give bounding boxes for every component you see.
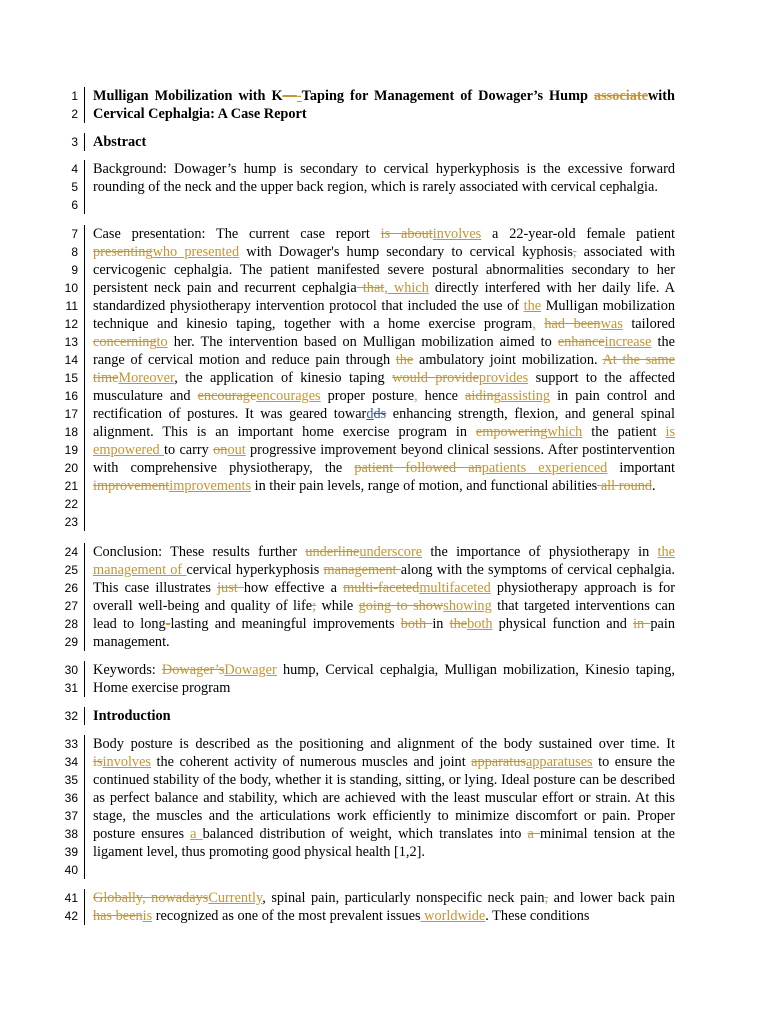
- inserted-text: the management of: [93, 544, 675, 578]
- deleted-text: the: [395, 352, 414, 368]
- inserted-text: was: [600, 316, 623, 332]
- deleted-text: aiding: [465, 388, 501, 404]
- inserted-text: , which: [384, 280, 429, 296]
- line-number: 22: [64, 497, 78, 511]
- text-run: lasting and meaningful improvements: [170, 616, 401, 632]
- text-run: Conclusion: These results further: [93, 544, 306, 560]
- text-run: .: [652, 478, 656, 494]
- line-numbers: [50, 735, 78, 879]
- inserted-text: ,: [414, 388, 418, 404]
- deleted-text: ,: [572, 244, 577, 260]
- line-number: 8: [71, 245, 78, 259]
- inserted-text: increase: [604, 334, 652, 350]
- line-number: 29: [64, 635, 78, 649]
- text-run: , the application of kinesio taping: [174, 370, 393, 386]
- line-number: 11: [65, 299, 78, 313]
- intro-paragraph-1: [93, 735, 675, 861]
- line-number: 32: [64, 709, 78, 723]
- line-number: 37: [64, 809, 78, 823]
- inserted-text: out: [227, 442, 246, 458]
- text-run: proper posture: [320, 388, 415, 404]
- text-run: Taping for Management of Dowager’s Hump: [301, 88, 594, 104]
- line-number: 15: [64, 371, 78, 385]
- text-run: Introduction: [93, 708, 171, 724]
- abstract-heading-block: [50, 133, 710, 151]
- line-number: 14: [64, 353, 78, 367]
- inserted-text: Currently: [208, 890, 263, 906]
- line-number-divider: [84, 889, 85, 925]
- deleted-text: both: [400, 616, 433, 632]
- line-number-divider: [84, 133, 85, 151]
- line-number: 5: [71, 180, 78, 194]
- text-run: a 22-year-old female patient: [481, 226, 676, 242]
- text-run: Background: Dowager’s hump is secondary to cervical hyperkyphosis is the excessive forward rounding of the neck and the upper back region, which is rarely associated with cervical cephalgia.: [93, 161, 675, 195]
- line-numbers: [50, 543, 78, 651]
- deleted-text: Globally, nowadays: [93, 890, 209, 906]
- line-number: 19: [64, 443, 78, 457]
- inserted-text: d: [366, 406, 374, 422]
- deleted-text: ds: [373, 406, 387, 422]
- inserted-text: encourages: [256, 388, 321, 404]
- line-numbers: [50, 87, 78, 123]
- line-number: 13: [64, 335, 78, 349]
- inserted-text: both: [467, 616, 493, 632]
- text-run: Body posture is described as the positioning and alignment of the body sustained over time. It: [93, 736, 675, 752]
- text-run: hence: [417, 388, 466, 404]
- text-run: along with the symptoms of cervical cephalgia. This case illustrates: [93, 562, 675, 596]
- text-run: with Cervical Cephalgia: A Case Report: [93, 88, 675, 122]
- line-number: 36: [64, 791, 78, 805]
- deleted-text: a: [527, 826, 540, 842]
- inserted-text: provides: [478, 370, 529, 386]
- deleted-text: multi-faceted: [343, 580, 420, 596]
- deleted-text: empowering: [475, 424, 548, 440]
- keywords: [93, 661, 675, 697]
- title-block: [50, 87, 710, 123]
- line-number: 42: [64, 909, 78, 923]
- text-run: Mulligan mobilization technique and kinesio taping, together with a home exercise program: [93, 298, 675, 332]
- inserted-text: showing: [443, 598, 492, 614]
- deleted-text: enhance: [557, 334, 605, 350]
- line-number: 20: [64, 461, 78, 475]
- text-run: and lower back pain: [548, 890, 675, 906]
- text-run: to ensure the continued stability of the body, whether it is standing, sitting, or lying. Ideal posture can be described as perfect balance and stability, which are achieved with the least muscular effort or strain. At this stage, the muscles and the articulations work efficiently to minimize discomfort or pain. Proper posture ensures: [93, 754, 676, 842]
- text-run: associated with cervicogenic cephalgia. The patient manifested severe postural abnormalities secondary to her persistent neck pain and recurrent cephalgia: [93, 244, 675, 296]
- line-number: 40: [64, 863, 78, 877]
- line-numbers: [50, 889, 78, 925]
- line-number: 1: [71, 89, 78, 103]
- text-run: directly interfered with her daily life. A standardized physiotherapy intervention protocol that included the use of: [93, 280, 675, 314]
- text-run: Case presentation: The current case report: [93, 226, 381, 242]
- line-number: 7: [71, 227, 78, 241]
- inserted-text: improvements: [169, 478, 252, 494]
- text-run: , spinal pain, particularly nonspecific neck pain: [262, 890, 545, 906]
- deleted-text: encourage: [197, 388, 257, 404]
- inserted-text: to: [156, 334, 168, 350]
- line-number: 34: [64, 755, 78, 769]
- text-run: that targeted interventions can lead to long: [93, 598, 675, 632]
- inserted-text: the: [523, 298, 542, 314]
- text-run: recognized as one of the most prevalent issues: [152, 908, 421, 924]
- line-number: 38: [64, 827, 78, 841]
- deleted-text: management: [323, 562, 401, 578]
- line-numbers: [50, 133, 78, 151]
- line-number: 23: [64, 515, 78, 529]
- text-run: in pain control and rectification of postures. It was geared towar: [93, 388, 675, 422]
- text-run: in: [432, 616, 450, 632]
- text-run: cervical hyperkyphosis: [186, 562, 324, 578]
- deleted-text: apparatus: [471, 754, 526, 770]
- text-run: the importance of physiotherapy in: [422, 544, 658, 560]
- line-number: 31: [64, 681, 78, 695]
- inserted-text: which: [547, 424, 583, 440]
- inserted-text: worldwide: [420, 908, 486, 924]
- line-number: 30: [64, 663, 78, 677]
- inserted-text: ,: [532, 316, 536, 332]
- abstract-conclusion: [93, 543, 675, 651]
- deleted-text: just: [217, 580, 244, 596]
- deleted-text: underline: [305, 544, 360, 560]
- line-number: 18: [64, 425, 78, 439]
- deleted-text: has been: [93, 908, 143, 924]
- line-number: 9: [71, 263, 78, 277]
- deleted-text: At the same time: [93, 352, 675, 386]
- deleted-text: ,: [544, 890, 549, 906]
- deleted-text: the: [449, 616, 468, 632]
- keywords-block: [50, 661, 710, 697]
- text-run: the range of cervical motion and reduce pain through: [93, 334, 675, 368]
- text-run: progressive improvement beyond clinical sessions. After postintervention with comprehensive physiotherapy, the: [93, 442, 675, 476]
- inserted-text: is empowered: [93, 424, 676, 458]
- deleted-text: all round: [597, 478, 653, 494]
- inserted-text: patients experienced: [481, 460, 608, 476]
- text-run: enhancing strength, flexion, and general spinal alignment. This is an important home exercise program in: [93, 406, 675, 440]
- line-number-divider: [84, 543, 85, 651]
- line-number: 41: [64, 891, 78, 905]
- line-number: 6: [71, 198, 78, 212]
- text-run: ambulatory joint mobilization.: [413, 352, 603, 368]
- line-number: 26: [64, 581, 78, 595]
- deleted-text: that: [356, 280, 385, 296]
- introduction-heading-block: [50, 707, 710, 725]
- conclusion-block: [50, 543, 710, 651]
- inserted-text: Moreover: [118, 370, 175, 386]
- line-number-divider: [84, 735, 85, 879]
- line-number: 39: [64, 845, 78, 859]
- line-number: 12: [64, 317, 78, 331]
- text-run: while: [316, 598, 359, 614]
- text-run: balanced distribution of weight, which translates into: [202, 826, 528, 842]
- text-run: physical function and: [492, 616, 634, 632]
- intro-paragraph-2: [93, 889, 675, 925]
- text-run: hump, Cervical cephalgia, Mulligan mobilization, Kinesio taping, Home exercise program: [93, 662, 675, 696]
- line-number: 16: [64, 389, 78, 403]
- deleted-text: Dowager’s: [161, 662, 225, 678]
- line-numbers: [50, 707, 78, 725]
- inserted-text: is: [142, 908, 153, 924]
- text-run: with Dowager's hump secondary to cervical kyphosis: [239, 244, 573, 260]
- text-run: pain management.: [93, 616, 675, 650]
- deleted-text: is: [93, 754, 103, 770]
- text-run: how effective a: [243, 580, 344, 596]
- line-number: 3: [71, 135, 78, 149]
- deleted-text: on: [213, 442, 228, 458]
- deleted-text: associate: [593, 88, 648, 104]
- line-number: 35: [64, 773, 78, 787]
- paper-title: [93, 87, 675, 123]
- line-number-divider: [84, 87, 85, 123]
- inserted-text: who presented: [152, 244, 240, 260]
- line-number: 25: [64, 563, 78, 577]
- line-numbers: [50, 661, 78, 697]
- deleted-text: patient followed an: [354, 460, 482, 476]
- introduction-heading: [93, 707, 675, 725]
- inserted-text: a: [190, 826, 203, 842]
- deleted-text: improvement: [93, 478, 170, 494]
- line-number-divider: [84, 661, 85, 697]
- line-numbers: [50, 160, 78, 214]
- deleted-text: —: [282, 88, 297, 104]
- text-run: Mulligan Mobilization with K: [93, 88, 283, 104]
- line-numbers: [50, 225, 78, 531]
- deleted-text: would provide: [392, 370, 479, 386]
- text-run: her. The intervention based on Mulligan mobilization aimed to: [167, 334, 558, 350]
- inserted-text: Dowager: [224, 662, 277, 678]
- line-number: 2: [71, 107, 78, 121]
- text-run: minimal tension at the ligament level, thus promoting good physical health [1,2].: [93, 826, 675, 860]
- case-presentation-block: [50, 225, 710, 531]
- text-run: support to the affected musculature and: [93, 370, 675, 404]
- deleted-text: concerning: [93, 334, 157, 350]
- inserted-text: -: [296, 88, 302, 104]
- abstract-case-presentation: [93, 225, 675, 495]
- line-number: 24: [64, 545, 78, 559]
- deleted-text: is about: [380, 226, 433, 242]
- line-number: 21: [64, 479, 78, 493]
- intro-paragraph-2-block: [50, 889, 710, 925]
- line-number: 28: [64, 617, 78, 631]
- inserted-text: multifaceted: [419, 580, 491, 596]
- inserted-text: apparatuses: [525, 754, 593, 770]
- text-run: Abstract: [93, 134, 147, 150]
- deleted-text: going to show: [358, 598, 444, 614]
- inserted-text: underscore: [359, 544, 423, 560]
- line-number-divider: [84, 707, 85, 725]
- text-run: in their pain levels, range of motion, and functional abilities: [251, 478, 598, 494]
- deleted-text: ;: [312, 598, 317, 614]
- deleted-text: -: [165, 616, 171, 632]
- inserted-text: involves: [102, 754, 151, 770]
- intro-paragraph-1-block: [50, 735, 710, 879]
- deleted-text: in: [633, 616, 651, 632]
- text-run: physiotherapy approach is for overall well-being and quality of life: [93, 580, 675, 614]
- line-number: 4: [71, 162, 78, 176]
- line-number-divider: [84, 160, 85, 214]
- text-run: the coherent activity of numerous muscles and joint: [151, 754, 472, 770]
- text-run: to carry: [164, 442, 214, 458]
- line-number: 33: [64, 737, 78, 751]
- inserted-text: involves: [432, 226, 482, 242]
- line-number-divider: [84, 225, 85, 531]
- inserted-text: assisting: [500, 388, 551, 404]
- text-run: important: [607, 460, 675, 476]
- text-run: Keywords:: [93, 662, 162, 678]
- line-number: 17: [64, 407, 78, 421]
- abstract-heading: [93, 133, 675, 151]
- background-block: [50, 160, 710, 214]
- text-run: . These conditions: [485, 908, 590, 924]
- deleted-text: had been: [544, 316, 601, 332]
- text-run: tailored: [622, 316, 675, 332]
- abstract-background: [93, 160, 675, 196]
- line-number: 10: [64, 281, 78, 295]
- text-run: the patient: [582, 424, 666, 440]
- deleted-text: presenting: [93, 244, 153, 260]
- line-number: 27: [64, 599, 78, 613]
